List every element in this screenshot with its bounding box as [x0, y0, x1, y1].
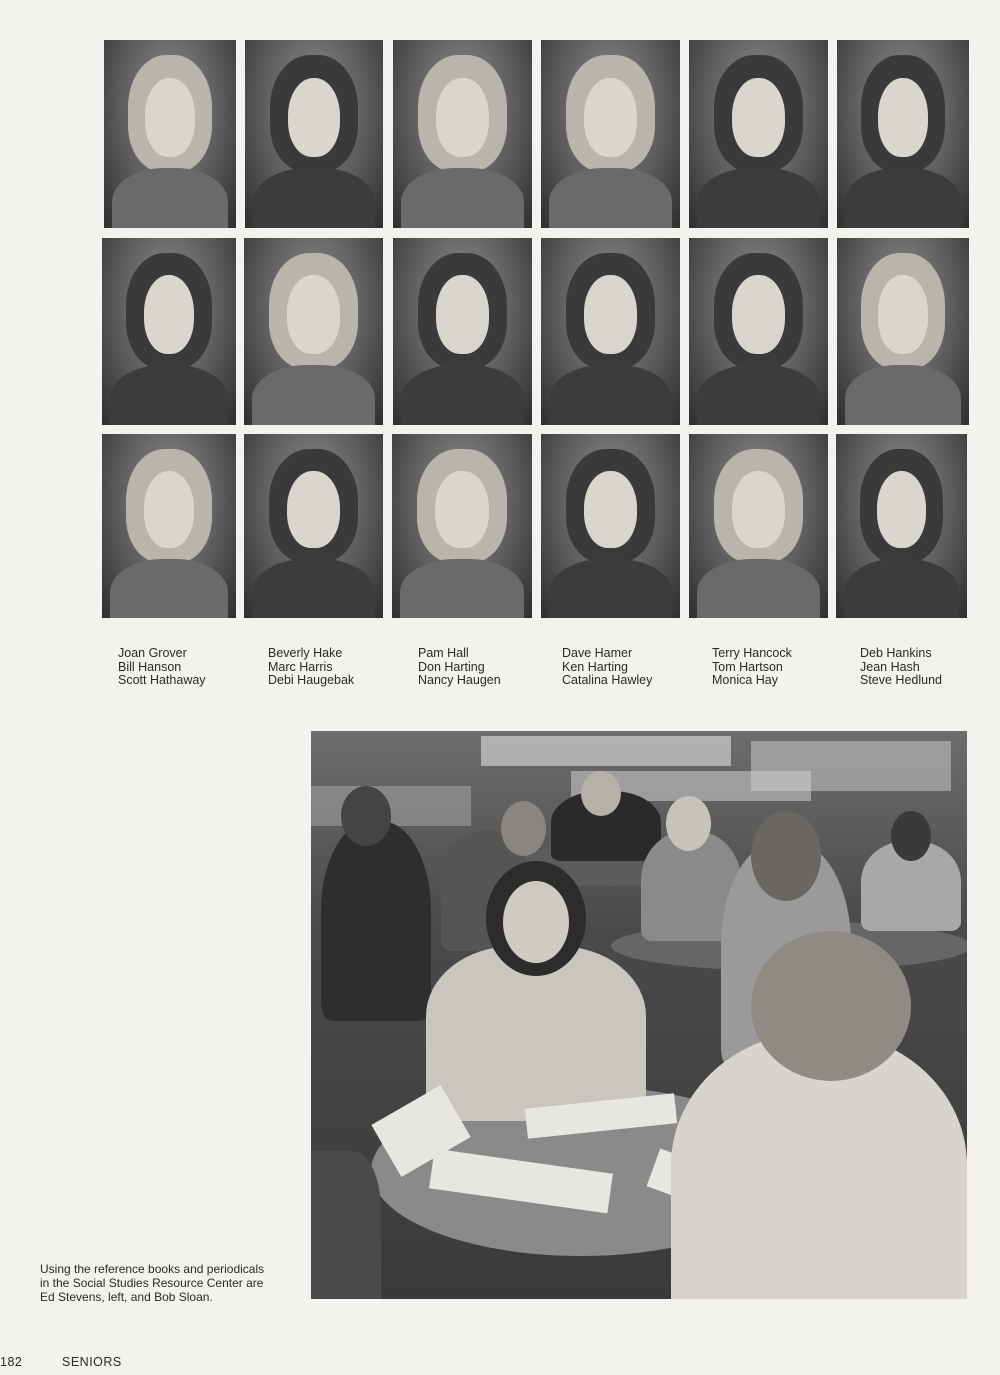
student-name: Dave Hamer [562, 646, 633, 660]
portrait-photo [244, 434, 383, 618]
photo-caption [40, 1262, 264, 1304]
section-title: SENIORS [62, 1355, 122, 1369]
portrait-photo [245, 40, 383, 228]
portrait-photo [541, 40, 680, 228]
caption-line: in the Social Studies Resource Center are [40, 1276, 264, 1290]
student-name: Marc Harris [268, 659, 333, 674]
student-name: Tom Hartson [712, 659, 783, 674]
name-column-4 [562, 647, 652, 688]
name-column-3 [418, 647, 501, 688]
student-name: Debi Haugebak [268, 673, 355, 687]
student-name: Ken Harting [562, 659, 629, 674]
portrait-photo [837, 40, 969, 228]
student-name: Deb Hankins [860, 646, 932, 660]
name-column-2 [268, 647, 354, 688]
name-column-1 [118, 647, 206, 688]
student-name: Catalina Hawley [562, 673, 653, 687]
name-column-6 [860, 647, 942, 688]
portrait-photo [392, 434, 532, 618]
portrait-photo [541, 238, 680, 425]
student-name: Terry Hancock [712, 646, 792, 660]
portrait-photo [393, 40, 532, 228]
library-group-photo [311, 731, 967, 1299]
portrait-photo [393, 238, 532, 425]
portrait-photo [102, 434, 236, 618]
student-name: Don Harting [418, 659, 485, 674]
student-name: Bill Hanson [118, 659, 182, 674]
caption-line: Ed Stevens, left, and Bob Sloan. [40, 1290, 213, 1304]
name-column-5 [712, 647, 792, 688]
student-name: Pam Hall [418, 646, 469, 660]
portrait-photo [689, 434, 828, 618]
portrait-photo [244, 238, 383, 425]
page-number: 182 [0, 1355, 23, 1369]
portrait-photo [836, 434, 967, 618]
student-name: Monica Hay [712, 673, 778, 687]
portrait-photo [104, 40, 236, 228]
portrait-photo [837, 238, 969, 425]
student-name: Nancy Haugen [418, 673, 501, 687]
student-name: Joan Grover [118, 646, 187, 660]
caption-line: Using the reference books and periodicals [40, 1262, 265, 1276]
student-name: Beverly Hake [268, 646, 343, 660]
portrait-photo [102, 238, 236, 425]
student-name: Scott Hathaway [118, 673, 206, 687]
student-name: Steve Hedlund [860, 673, 943, 687]
portrait-photo [689, 40, 828, 228]
portrait-photo [541, 434, 680, 618]
student-name: Jean Hash [860, 659, 920, 674]
portrait-photo [689, 238, 828, 425]
